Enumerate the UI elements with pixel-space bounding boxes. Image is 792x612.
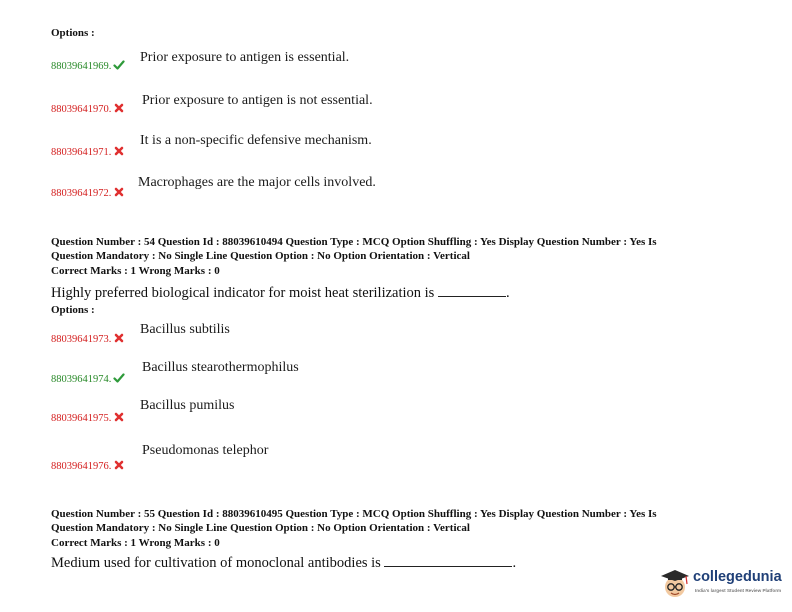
option-text: It is a non-specific defensive mechanism. — [140, 133, 372, 148]
question-end: . — [512, 555, 517, 571]
question-meta-line: Question Mandatory : No Single Line Question Option : No Option Orientation : Vertical — [51, 522, 470, 534]
answer-blank — [438, 284, 506, 297]
marks-info: Correct Marks : 1 Wrong Marks : 0 — [51, 537, 220, 549]
question-meta-line: Question Mandatory : No Single Line Question Option : No Option Orientation : Vertical — [51, 250, 470, 262]
cross-icon — [113, 102, 125, 114]
check-icon — [113, 59, 125, 71]
option-row[interactable] — [51, 456, 125, 474]
option-id: 88039641973. — [51, 334, 112, 345]
option-text: Prior exposure to antigen is not essential. — [142, 93, 373, 108]
question-end: . — [505, 285, 510, 301]
options-label: Options : — [51, 27, 95, 39]
option-text: Bacillus pumilus — [140, 398, 235, 413]
option-row[interactable] — [51, 408, 125, 426]
question-text — [51, 284, 510, 302]
cross-icon — [113, 332, 125, 344]
option-row[interactable] — [51, 369, 125, 387]
option-row[interactable] — [51, 99, 125, 117]
question-meta — [51, 235, 751, 263]
option-id: 88039641975. — [51, 413, 112, 424]
option-text: Pseudomonas telephor — [142, 443, 269, 458]
collegedunia-logo — [658, 566, 783, 602]
question-meta-line: Question Number : 54 Question Id : 88039610494 Question Type : MCQ Option Shuffling : Yes Display Question Number : Yes Is — [51, 236, 657, 248]
question-meta — [51, 507, 751, 535]
question-stem: Medium used for cultivation of monoclonal antibodies is — [51, 555, 381, 571]
option-row[interactable] — [51, 329, 125, 347]
answer-blank — [384, 554, 512, 567]
question-stem: Highly preferred biological indicator for moist heat sterilization is — [51, 285, 435, 301]
option-text: Bacillus subtilis — [140, 322, 230, 337]
cross-icon — [113, 145, 125, 157]
check-icon — [113, 372, 125, 384]
logo-tagline: India's largest Student Review Platform — [695, 588, 782, 593]
option-id: 88039641972. — [51, 188, 112, 199]
cross-icon — [113, 459, 125, 471]
option-text: Macrophages are the major cells involved. — [138, 175, 376, 190]
option-id: 88039641969. — [51, 61, 112, 72]
option-id: 88039641974. — [51, 374, 112, 385]
option-row[interactable] — [51, 142, 125, 160]
cross-icon — [113, 186, 125, 198]
question-text — [51, 554, 516, 572]
graduate-mascot-icon — [658, 567, 692, 601]
marks-info: Correct Marks : 1 Wrong Marks : 0 — [51, 265, 220, 277]
cross-icon — [113, 411, 125, 423]
question-meta-line: Question Number : 55 Question Id : 88039610495 Question Type : MCQ Option Shuffling : Yes Display Question Number : Yes Is — [51, 508, 657, 520]
option-id: 88039641976. — [51, 461, 112, 472]
logo-name: collegedunia — [693, 569, 782, 585]
option-text: Prior exposure to antigen is essential. — [140, 50, 350, 65]
option-id: 88039641971. — [51, 147, 112, 158]
option-row[interactable] — [51, 183, 125, 201]
option-row[interactable] — [51, 56, 125, 74]
option-text: Bacillus stearothermophilus — [142, 360, 299, 375]
options-label: Options : — [51, 304, 95, 316]
option-id: 88039641970. — [51, 104, 112, 115]
